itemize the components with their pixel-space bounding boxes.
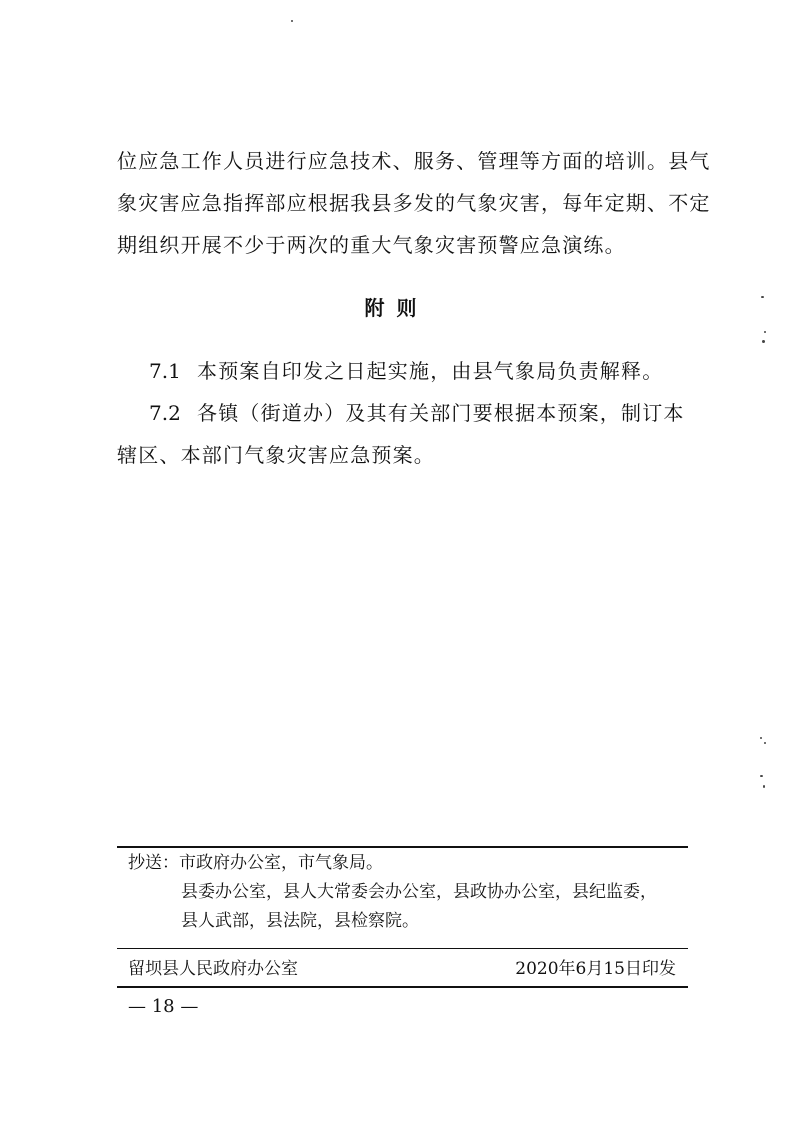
scan-speck — [764, 331, 766, 333]
page-number: — 18 — — [128, 996, 199, 1017]
article-line: 辖区、本部门气象灾害应急预案。 — [117, 443, 435, 467]
cc-top-rule — [117, 846, 688, 848]
article-text: 本预案自印发之日起实施，由县气象局负责解释。 — [197, 359, 664, 383]
cc-line: 县委办公室，县人大常委会办公室，县政协办公室，县纪监委， — [181, 882, 657, 902]
article-7-2 — [117, 392, 692, 476]
paragraph-line: 象灾害应急指挥部应根据我县多发的气象灾害，每年定期、不定 — [117, 191, 711, 215]
paragraph-line: 位应急工作人员进行应急技术、服务、管理等方面的培训。县气 — [117, 149, 711, 173]
article-line — [117, 350, 692, 392]
section-heading: 附则 — [364, 296, 429, 320]
article-7-1 — [117, 350, 692, 392]
cc-line — [128, 849, 693, 878]
scan-speck — [291, 20, 293, 22]
continuation-paragraph — [117, 140, 711, 266]
cc-line: 县人武部，县法院，县检察院。 — [181, 911, 419, 931]
cc-block — [128, 849, 693, 936]
scan-speck — [761, 296, 764, 298]
issue-date: 2020年6月15日印发 — [515, 959, 676, 979]
article-line — [117, 392, 692, 434]
issuance-bottom-rule — [117, 986, 688, 988]
issuance-row — [128, 954, 676, 984]
article-text: 各镇（街道办）及其有关部门要根据本预案，制订本 — [197, 401, 685, 425]
cc-label: 抄送： — [128, 853, 179, 873]
scan-speck — [760, 775, 763, 777]
scan-speck — [763, 785, 765, 788]
cc-bottom-rule — [117, 948, 688, 949]
scan-speck — [760, 737, 762, 739]
scan-speck — [762, 340, 765, 343]
paragraph-line: 期组织开展不少于两次的重大气象灾害预警应急演练。 — [117, 233, 626, 257]
article-number: 7.2 — [149, 401, 181, 425]
scan-speck — [764, 742, 766, 744]
article-number: 7.1 — [149, 359, 181, 383]
cc-recipients: 市政府办公室，市气象局。 — [179, 853, 383, 873]
issuing-office: 留坝县人民政府办公室 — [128, 959, 298, 979]
